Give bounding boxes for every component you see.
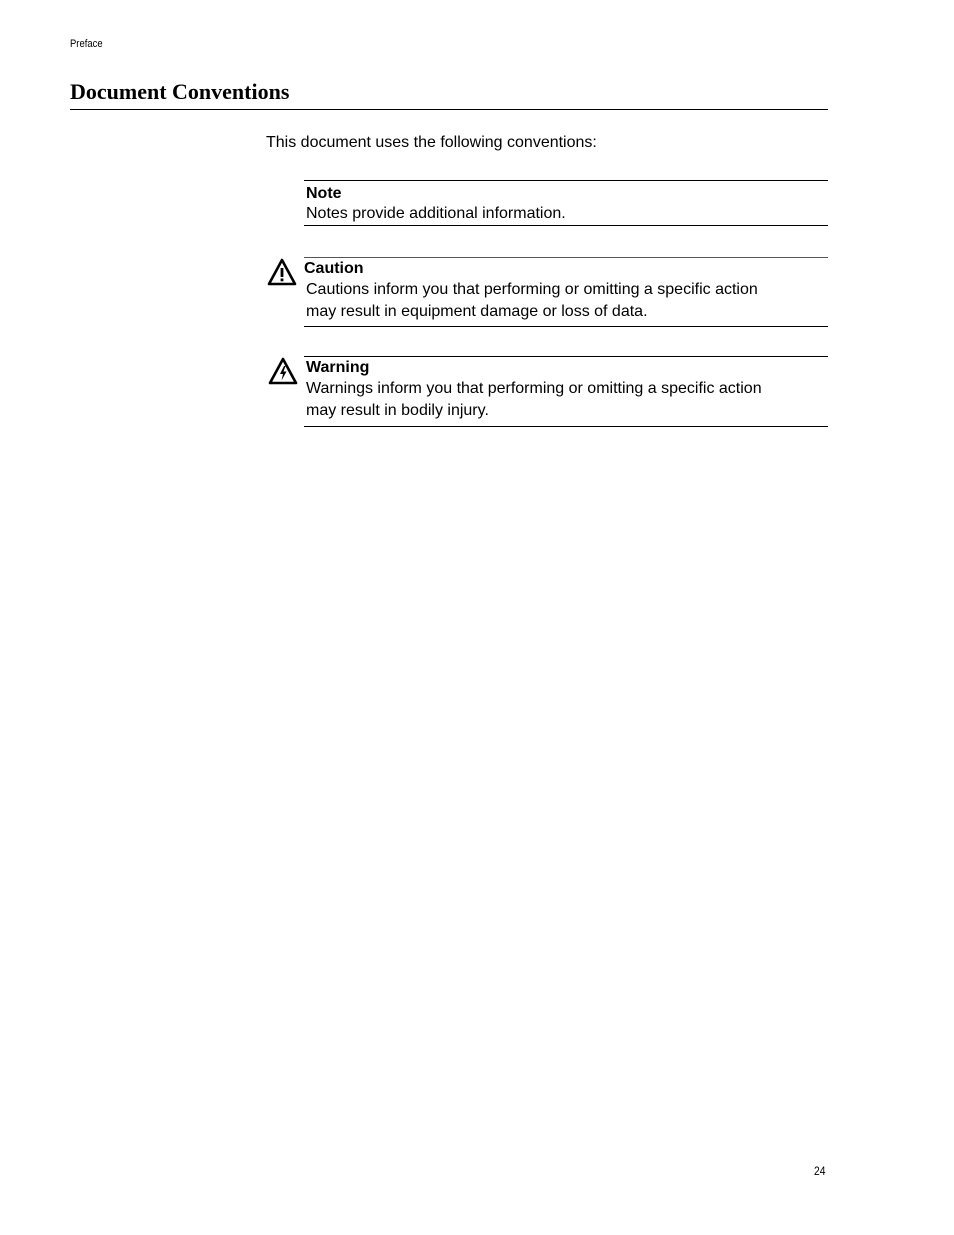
note-callout (304, 180, 828, 226)
running-header: Preface (70, 38, 103, 50)
warning-callout (304, 356, 828, 427)
electrical-warning-icon (268, 357, 298, 385)
warning-heading: Warning (306, 359, 370, 376)
caution-heading: Caution (304, 260, 364, 277)
intro-text: This document uses the following conventions: (266, 134, 597, 151)
caution-callout (304, 257, 828, 327)
caution-icon (267, 258, 297, 286)
section-title: Document Conventions (70, 78, 828, 110)
note-heading: Note (306, 185, 342, 202)
page-number: 24 (814, 1164, 826, 1178)
note-text: Notes provide additional information. (306, 205, 566, 222)
warning-text-line-2: may result in bodily injury. (306, 402, 489, 419)
caution-text-line-1: Cautions inform you that performing or omitting a specific action (306, 281, 758, 298)
caution-text-line-2: may result in equipment damage or loss of data. (306, 303, 648, 320)
warning-text-line-1: Warnings inform you that performing or omitting a specific action (306, 380, 762, 397)
